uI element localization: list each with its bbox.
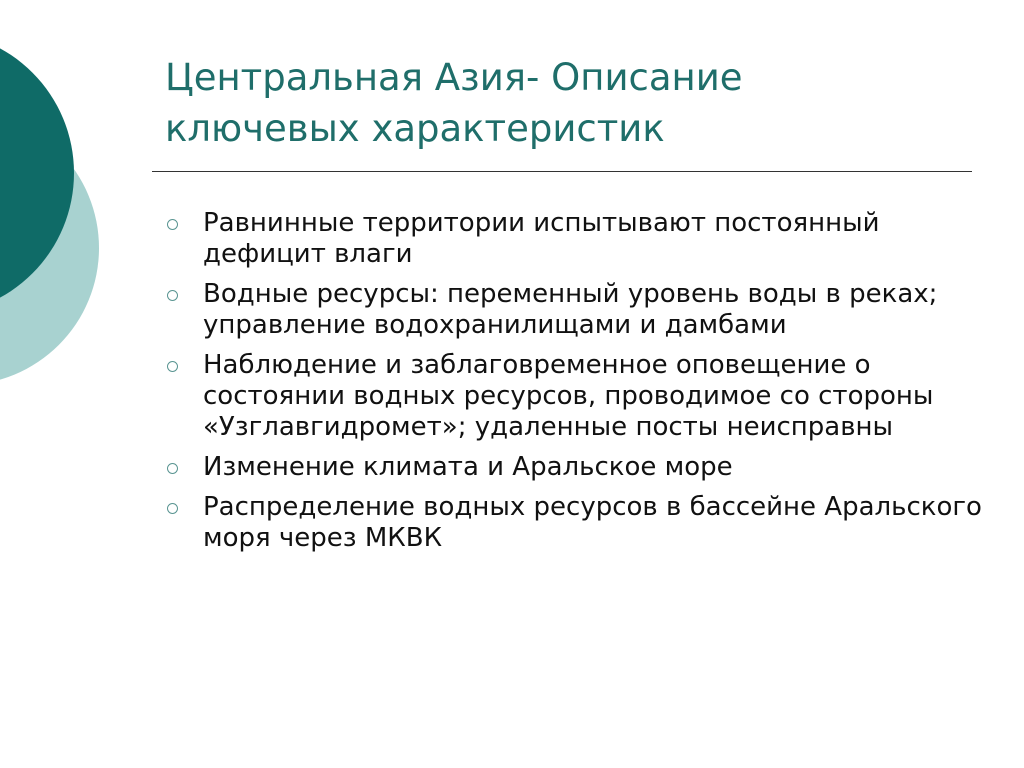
dark-teal-circle: [0, 31, 74, 315]
hollow-circle-bullet-icon: [167, 361, 178, 372]
bullet-text: Равнинные территории испытывают постоянный дефицит влаги: [203, 208, 880, 269]
title-divider: [152, 171, 972, 172]
bullet-text: Водные ресурсы: переменный уровень воды в реках; управление водохранилищами и дамбами: [203, 279, 938, 340]
title-line-1: Центральная Азия- Описание: [165, 56, 743, 99]
bullet-item: [160, 452, 990, 483]
hollow-circle-bullet-icon: [167, 219, 178, 230]
light-teal-circle: [0, 111, 99, 385]
title-line-2: ключевых характеристик: [165, 107, 665, 150]
bullet-item: [160, 279, 990, 341]
bullet-text: Наблюдение и заблаговременное оповещение о состоянии водных ресурсов, проводимое со стороны «Узглавгидромет»; удаленные посты неисправны: [203, 350, 934, 442]
bullet-list: [160, 208, 990, 563]
hollow-circle-bullet-icon: [167, 463, 178, 474]
bullet-text: Изменение климата и Аральское море: [203, 452, 733, 482]
slide-title: [165, 52, 945, 154]
bullet-text: Распределение водных ресурсов в бассейне Аральского моря через МКВК: [203, 492, 982, 553]
bullet-item: [160, 208, 990, 270]
hollow-circle-bullet-icon: [167, 290, 178, 301]
bullet-item: [160, 492, 990, 554]
bullet-item: [160, 350, 990, 443]
hollow-circle-bullet-icon: [167, 503, 178, 514]
